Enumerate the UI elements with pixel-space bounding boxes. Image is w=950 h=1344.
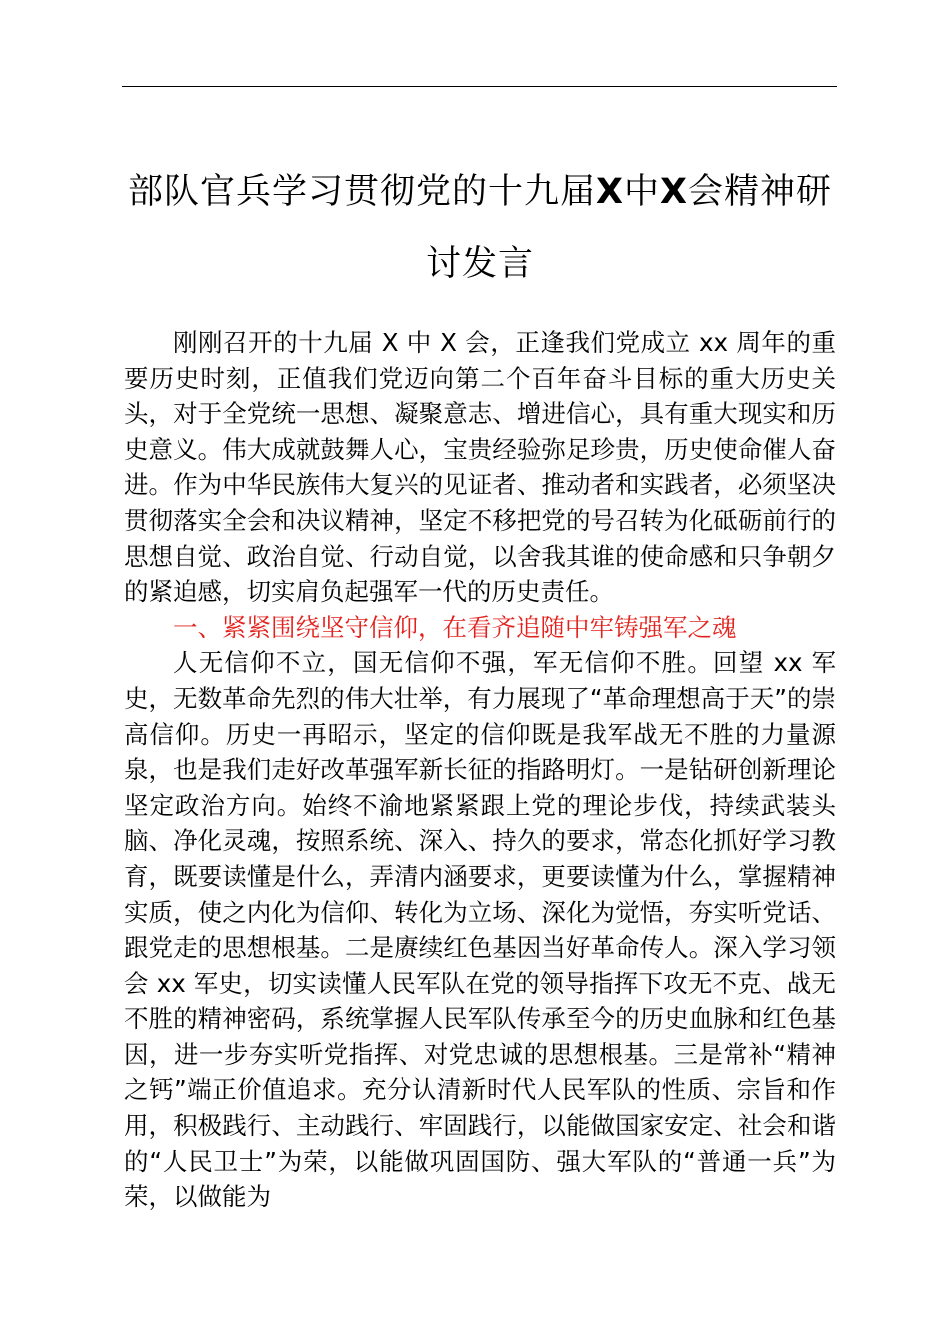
title-mid: 中: [623, 172, 660, 212]
title-part-1: 部队官兵学习贯彻党的十九届: [127, 172, 596, 212]
title-line-1: [110, 156, 850, 228]
paragraph-section-1: 人无信仰不立，国无信仰不强，军无信仰不胜。回望 xx 军史，无数革命先烈的伟大壮举，有力展现了“革命理想高于天”的崇高信仰。历史一再昭示，坚定的信仰既是我军战无不胜的力量源泉，也是我们走好改革强军新长征的指路明灯。一是钻研创新理论坚定政治方向。始终不渝地紧紧跟上党的理论步伐，持续武装头脑、净化灵魂，按照系统、深入、持久的要求，常态化抓好学习教育，既要读懂是什么，弄清内涵要求，更要读懂为什么，掌握精神实质，使之内化为信仰、转化为立场、深化为觉悟，夯实听党话、跟党走的思想根基。二是赓续红色基因当好革命传人。深入学习领会 xx 军史，切实读懂人民军队在党的领导指挥下攻无不克、战无不胜的精神密码，系统掌握人民军队传承至今的历史血脉和红色基因，进一步夯实听党指挥、对党忠诚的思想根基。三是常补“精神之钙”端正价值追求。充分认清新时代人民军队的性质、宗旨和作用，积极践行、主动践行、牢固践行，以能做国家安定、社会和谐的“人民卫士”为荣，以能做巩固国防、强大军队的“普通一兵”为荣，以做能为: [124, 648, 836, 1212]
document-title: [110, 156, 850, 300]
title-x-1: X: [595, 172, 624, 212]
header-rule: [122, 86, 837, 87]
title-part-2: 会精神研: [688, 172, 833, 212]
paragraph-intro: 刚刚召开的十九届 X 中 X 会，正逢我们党成立 xx 周年的重要历史时刻，正值我们党迈向第二个百年奋斗目标的重大历史关头，对于全党统一思想、凝聚意志、增进信心，具有重大现实和历史意义。伟大成就鼓舞人心，宝贵经验弥足珍贵，历史使命催人奋进。作为中华民族伟大复兴的见证者、推动者和实践者，必须坚决贯彻落实全会和决议精神，坚定不移把党的号召转为化砥砺前行的思想自觉、政治自觉、行动自觉，以舍我其谁的使命感和只争朝夕的紧迫感，切实肩负起强军一代的历史责任。: [124, 328, 836, 607]
title-x-2: X: [660, 172, 688, 212]
title-line-2: 讨发言: [425, 244, 534, 284]
document-body: [124, 325, 836, 1215]
section-heading-1: 一、紧紧围绕坚守信仰，在看齐追随中牢铸强军之魂: [173, 612, 737, 642]
